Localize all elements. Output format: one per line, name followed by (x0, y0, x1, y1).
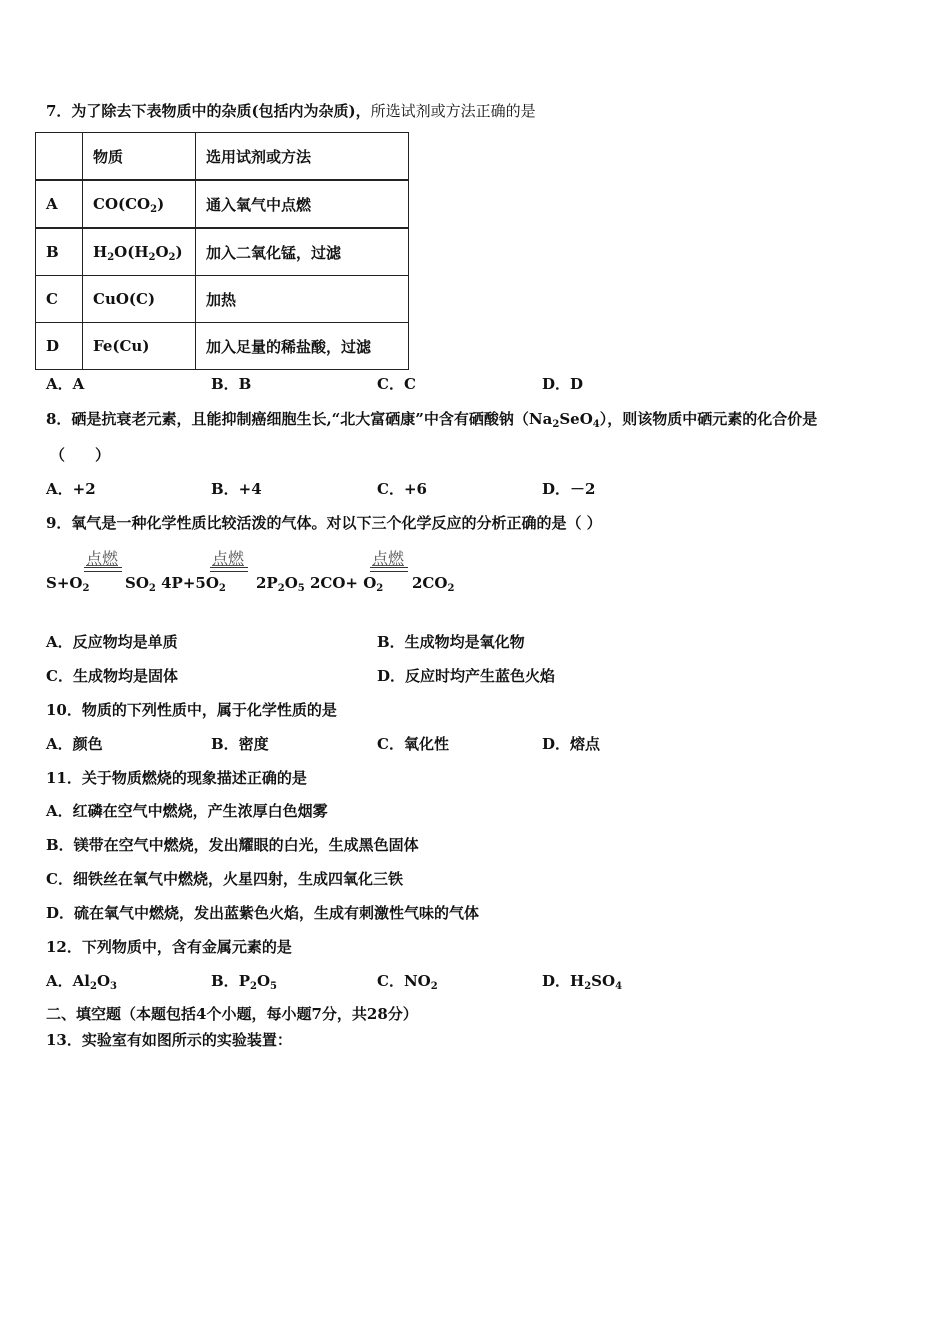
q11-option-c[interactable]: C．细铁丝在氧气中燃烧，火星四射，生成四氧化三铁 (46, 870, 403, 888)
eq2-arrow (210, 567, 248, 572)
row-reagent: 加入足量的稀盐酸，过滤 (196, 323, 409, 370)
q9-equations (46, 546, 546, 596)
eq1-arrow (84, 567, 122, 572)
row-label: A (36, 180, 83, 228)
row-reagent: 通入氧气中点燃 (196, 180, 409, 228)
option-d[interactable]: D．熔点 (542, 735, 601, 753)
option-c[interactable]: C．C (377, 375, 416, 393)
q11-option-a[interactable]: A．红磷在空气中燃烧，产生浓厚白色烟雾 (46, 802, 328, 820)
option-c[interactable]: C．氧化性 (377, 735, 449, 753)
row-substance: Fe(Cu) (83, 323, 196, 370)
option-c[interactable]: C．+6 (377, 480, 427, 498)
eq2-product: $2P_2O_5$ $2CO+ O_2$ (256, 574, 384, 594)
row-substance: $CO(CO_2)$ (83, 180, 196, 228)
row-label: C (36, 276, 83, 323)
option-c[interactable]: C．生成物均是固体 (46, 667, 178, 685)
q12-stem: 12．下列物质中，含有金属元素的是 (46, 938, 292, 956)
table-header-row (36, 133, 409, 181)
eq3-condition: 点燃 (372, 549, 405, 568)
q11-option-d[interactable]: D．硫在氧气中燃烧，发出蓝紫色火焰，生成有刺激性气味的气体 (46, 904, 480, 922)
option-a[interactable]: A．$Al_2O_3$ (46, 972, 117, 992)
header-cell-reagent: 选用试剂或方法 (196, 133, 409, 181)
q8-answer-paren: （ ） (50, 446, 111, 464)
header-cell-empty (36, 133, 83, 181)
row-substance: $H_2O(H_2O_2)$ (83, 228, 196, 276)
option-d[interactable]: D．反应时均产生蓝色火焰 (377, 667, 556, 685)
option-d[interactable]: D．D (542, 375, 584, 393)
q11-stem: 11．关于物质燃烧的现象描述正确的是 (46, 769, 307, 787)
table-row (36, 276, 409, 323)
q13-stem: 13．实验室有如图所示的实验装置： (46, 1031, 292, 1049)
eq2-condition: 点燃 (212, 549, 245, 568)
row-label: B (36, 228, 83, 276)
table-row (36, 228, 409, 276)
option-c[interactable]: C．$NO_2$ (377, 972, 438, 992)
eq3-product: $2CO_2$ (412, 574, 455, 594)
option-b[interactable]: B．+4 (211, 480, 262, 498)
option-d[interactable]: D．－2 (542, 480, 596, 498)
q11-option-b[interactable]: B．镁带在空气中燃烧，发出耀眼的白光，生成黑色固体 (46, 836, 419, 854)
row-reagent: 加热 (196, 276, 409, 323)
q9-stem: 9．氧气是一种化学性质比较活泼的气体。对以下三个化学反应的分析正确的是（ ） (46, 514, 602, 532)
eq1-condition: 点燃 (86, 549, 119, 568)
eq3-arrow (370, 567, 408, 572)
row-label: D (36, 323, 83, 370)
section-heading: 二、填空题（本题包括4个小题，每小题7分，共28分） (46, 1005, 418, 1023)
row-reagent: 加入二氧化锰，过滤 (196, 228, 409, 276)
eq1-reactants: $S+O_2$ (46, 574, 90, 594)
q8-stem: 8．硒是抗衰老元素，且能抑制癌细胞生长,“北大富硒康”中含有硒酸钠$(Na_2SeO_4)$，则该物质中硒元素的化合价是 (46, 410, 818, 430)
option-a[interactable]: A．A (46, 375, 85, 393)
row-substance: CuO(C) (83, 276, 196, 323)
q10-stem: 10．物质的下列性质中，属于化学性质的是 (46, 701, 337, 719)
option-b[interactable]: B．生成物均是氧化物 (377, 633, 525, 651)
q7-table (35, 132, 409, 370)
header-cell-substance: 物质 (83, 133, 196, 181)
table-row (36, 180, 409, 228)
q7-stem: 7．为了除去下表物质中的杂质(包括内为杂质)，所选试剂或方法正确的是 (46, 102, 536, 120)
option-b[interactable]: B．B (211, 375, 252, 393)
table-row (36, 323, 409, 370)
option-b[interactable]: B．$P_2O_5$ (211, 972, 277, 992)
option-a[interactable]: A．+2 (46, 480, 96, 498)
option-d[interactable]: D．$H_2SO_4$ (542, 972, 623, 992)
option-a[interactable]: A．反应物均是单质 (46, 633, 178, 651)
option-b[interactable]: B．密度 (211, 735, 269, 753)
eq1-product: $SO_2$ $4P+5O_2$ (125, 574, 226, 594)
option-a[interactable]: A．颜色 (46, 735, 103, 753)
